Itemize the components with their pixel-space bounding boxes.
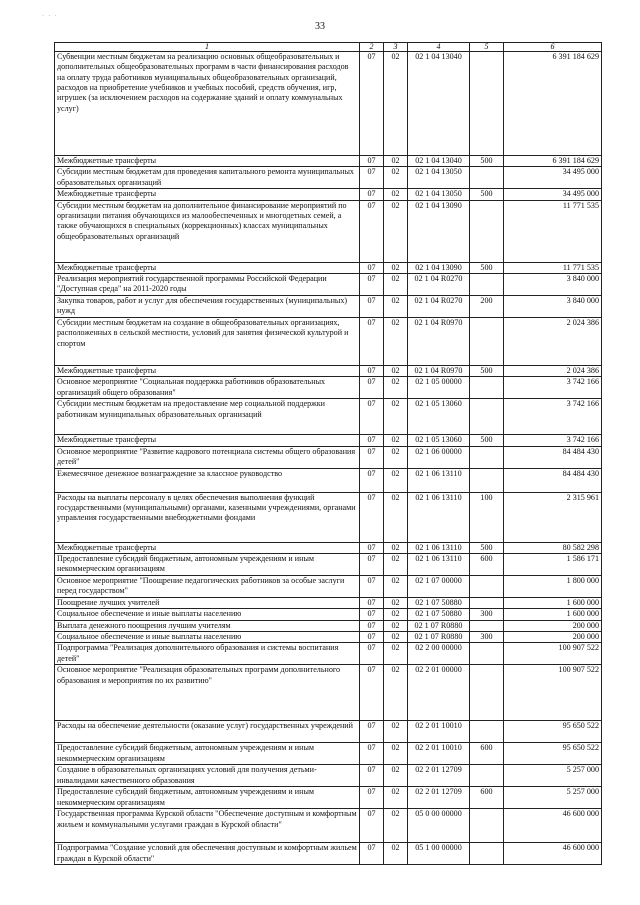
row-target-article: 02 1 04 R0270 <box>408 296 470 318</box>
row-target-article: 02 1 04 13040 <box>408 52 470 156</box>
row-section: 07 <box>360 435 384 446</box>
row-target-article: 02 1 07 R0880 <box>408 632 470 643</box>
row-subsection: 02 <box>384 809 408 843</box>
row-expense-type <box>470 200 504 262</box>
row-subsection: 02 <box>384 262 408 273</box>
table-row <box>55 721 602 743</box>
row-amount: 95 650 522 <box>504 721 602 743</box>
row-subsection: 02 <box>384 632 408 643</box>
row-name: Расходы на выплаты персоналу в целях обеспечения выполнения функций государственными (муниципальными) органами, казенными учреждениями, органами управления государственными внебюджетными фондами <box>55 492 360 542</box>
row-section: 07 <box>360 632 384 643</box>
row-subsection: 02 <box>384 598 408 609</box>
row-name: Ежемесячное денежное вознаграждение за классное руководство <box>55 468 360 492</box>
row-amount: 46 600 000 <box>504 809 602 843</box>
row-section: 07 <box>360 492 384 542</box>
row-subsection: 02 <box>384 843 408 865</box>
table-row <box>55 377 602 399</box>
table-row <box>55 318 602 366</box>
row-amount: 84 484 430 <box>504 446 602 468</box>
row-name: Создание в образовательных организациях условий для получения детьми-инвалидами качественного образования <box>55 765 360 787</box>
row-expense-type: 500 <box>470 262 504 273</box>
table-row <box>55 167 602 189</box>
row-name: Межбюджетные трансферты <box>55 542 360 553</box>
row-section: 07 <box>360 318 384 366</box>
row-expense-type <box>470 765 504 787</box>
row-amount: 84 484 430 <box>504 468 602 492</box>
table-row <box>55 435 602 446</box>
row-target-article: 05 0 00 00000 <box>408 809 470 843</box>
row-subsection: 02 <box>384 189 408 200</box>
scan-corner-mark: · · · <box>42 12 58 20</box>
row-target-article: 02 1 07 R0880 <box>408 620 470 631</box>
row-name: Предоставление субсидий бюджетным, автономным учреждениям и иным некоммерческим организациям <box>55 743 360 765</box>
row-subsection: 02 <box>384 787 408 809</box>
row-subsection: 02 <box>384 200 408 262</box>
row-expense-type: 600 <box>470 787 504 809</box>
row-amount: 11 771 535 <box>504 262 602 273</box>
row-amount: 2 315 961 <box>504 492 602 542</box>
table-row <box>55 843 602 865</box>
table-row <box>55 743 602 765</box>
row-section: 07 <box>360 620 384 631</box>
row-expense-type: 500 <box>470 435 504 446</box>
row-section: 07 <box>360 576 384 598</box>
row-target-article: 02 1 04 R0970 <box>408 366 470 377</box>
row-target-article: 02 1 04 R0970 <box>408 318 470 366</box>
row-name: Предоставление субсидий бюджетным, автономным учреждениям и иным некоммерческим организациям <box>55 554 360 576</box>
row-amount: 34 495 000 <box>504 167 602 189</box>
row-section: 07 <box>360 296 384 318</box>
row-target-article: 02 1 05 13060 <box>408 399 470 435</box>
row-expense-type <box>470 377 504 399</box>
table-row <box>55 665 602 721</box>
row-section: 07 <box>360 262 384 273</box>
row-target-article: 02 1 06 13110 <box>408 468 470 492</box>
row-target-article: 02 1 07 50880 <box>408 598 470 609</box>
row-section: 07 <box>360 156 384 167</box>
row-expense-type <box>470 598 504 609</box>
table-row <box>55 274 602 296</box>
row-name: Межбюджетные трансферты <box>55 262 360 273</box>
row-subsection: 02 <box>384 620 408 631</box>
row-amount: 2 024 386 <box>504 318 602 366</box>
row-target-article: 02 1 07 50880 <box>408 609 470 620</box>
row-expense-type: 500 <box>470 156 504 167</box>
row-amount: 3 742 166 <box>504 399 602 435</box>
row-expense-type: 500 <box>470 366 504 377</box>
row-name: Основное мероприятие "Реализация образовательных программ дополнительного образования и мероприятия по их развитию" <box>55 665 360 721</box>
row-target-article: 02 1 05 00000 <box>408 377 470 399</box>
row-name: Субсидии местным бюджетам на создание в общеобразовательных организациях, расположенных в сельской местности, условий для занятия физической культурой и спортом <box>55 318 360 366</box>
row-section: 07 <box>360 274 384 296</box>
row-expense-type: 100 <box>470 492 504 542</box>
row-amount: 1 600 000 <box>504 609 602 620</box>
row-subsection: 02 <box>384 156 408 167</box>
row-name: Предоставление субсидий бюджетным, автономным учреждениям и иным некоммерческим организациям <box>55 787 360 809</box>
table-row <box>55 492 602 542</box>
row-subsection: 02 <box>384 318 408 366</box>
row-subsection: 02 <box>384 468 408 492</box>
row-target-article: 02 2 01 10010 <box>408 743 470 765</box>
row-amount: 200 000 <box>504 620 602 631</box>
row-subsection: 02 <box>384 435 408 446</box>
row-expense-type <box>470 576 504 598</box>
row-expense-type <box>470 318 504 366</box>
row-target-article: 02 1 04 13090 <box>408 200 470 262</box>
row-target-article: 02 1 06 13110 <box>408 542 470 553</box>
header-col-2: 2 <box>360 43 384 52</box>
row-subsection: 02 <box>384 167 408 189</box>
row-name: Подпрограмма "Создание условий для обеспечения доступным и комфортным жильем граждан в Курской области" <box>55 843 360 865</box>
row-subsection: 02 <box>384 366 408 377</box>
row-section: 07 <box>360 468 384 492</box>
table-row <box>55 554 602 576</box>
row-section: 07 <box>360 52 384 156</box>
row-section: 07 <box>360 765 384 787</box>
row-name: Основное мероприятие "Поощрение педагогических работников за особые заслуги перед государством" <box>55 576 360 598</box>
row-section: 07 <box>360 366 384 377</box>
row-section: 07 <box>360 542 384 553</box>
table-row <box>55 809 602 843</box>
row-amount: 6 391 184 629 <box>504 52 602 156</box>
row-target-article: 02 2 01 12709 <box>408 765 470 787</box>
row-amount: 11 771 535 <box>504 200 602 262</box>
row-target-article: 02 2 01 10010 <box>408 721 470 743</box>
row-subsection: 02 <box>384 446 408 468</box>
table-row <box>55 620 602 631</box>
table-row <box>55 296 602 318</box>
row-amount: 5 257 000 <box>504 765 602 787</box>
row-subsection: 02 <box>384 399 408 435</box>
row-amount: 34 495 000 <box>504 189 602 200</box>
header-col-6: 6 <box>504 43 602 52</box>
table-row <box>55 542 602 553</box>
row-section: 07 <box>360 377 384 399</box>
row-amount: 3 840 000 <box>504 296 602 318</box>
row-target-article: 02 2 00 00000 <box>408 643 470 665</box>
row-amount: 3 742 166 <box>504 435 602 446</box>
row-amount: 1 800 000 <box>504 576 602 598</box>
row-name: Межбюджетные трансферты <box>55 156 360 167</box>
table-row <box>55 787 602 809</box>
row-amount: 46 600 000 <box>504 843 602 865</box>
row-amount: 2 024 386 <box>504 366 602 377</box>
row-target-article: 02 1 04 13090 <box>408 262 470 273</box>
row-expense-type <box>470 809 504 843</box>
row-amount: 3 742 166 <box>504 377 602 399</box>
row-name: Субвенции местным бюджетам на реализацию основных общеобразовательных и дополнительных общеобразовательных программ в части финансирования расходов на оплату труда работников муниципальных общеобразовательных организаций, расходов на приобретение учебников и учебных пособий, средств обучения, игр, игрушек (за исключением расходов на содержание зданий и оплату коммунальных услуг) <box>55 52 360 156</box>
row-target-article: 02 1 04 13050 <box>408 189 470 200</box>
row-subsection: 02 <box>384 576 408 598</box>
row-name: Основное мероприятие "Социальная поддержка работников образовательных организаций общего образования" <box>55 377 360 399</box>
row-amount: 1 586 171 <box>504 554 602 576</box>
row-section: 07 <box>360 200 384 262</box>
row-section: 07 <box>360 665 384 721</box>
row-name: Межбюджетные трансферты <box>55 435 360 446</box>
row-amount: 95 650 522 <box>504 743 602 765</box>
row-target-article: 02 2 01 00000 <box>408 665 470 721</box>
row-expense-type <box>470 274 504 296</box>
row-subsection: 02 <box>384 721 408 743</box>
row-section: 07 <box>360 446 384 468</box>
table-row <box>55 598 602 609</box>
row-section: 07 <box>360 167 384 189</box>
row-section: 07 <box>360 809 384 843</box>
row-subsection: 02 <box>384 296 408 318</box>
row-name: Расходы на обеспечение деятельности (оказание услуг) государственных учреждений <box>55 721 360 743</box>
row-section: 07 <box>360 554 384 576</box>
row-section: 07 <box>360 598 384 609</box>
row-name: Межбюджетные трансферты <box>55 189 360 200</box>
row-section: 07 <box>360 843 384 865</box>
row-target-article: 02 1 04 13040 <box>408 156 470 167</box>
table-row <box>55 446 602 468</box>
row-expense-type <box>470 665 504 721</box>
row-subsection: 02 <box>384 492 408 542</box>
table-row <box>55 52 602 156</box>
row-name: Основное мероприятие "Развитие кадрового потенциала системы общего образования детей" <box>55 446 360 468</box>
row-amount: 5 257 000 <box>504 787 602 809</box>
row-name: Социальное обеспечение и иные выплаты населению <box>55 632 360 643</box>
row-target-article: 02 1 05 13060 <box>408 435 470 446</box>
row-expense-type <box>470 399 504 435</box>
row-subsection: 02 <box>384 542 408 553</box>
row-name: Социальное обеспечение и иные выплаты населению <box>55 609 360 620</box>
budget-table <box>54 42 602 865</box>
row-name: Межбюджетные трансферты <box>55 366 360 377</box>
row-expense-type: 300 <box>470 632 504 643</box>
row-section: 07 <box>360 787 384 809</box>
row-expense-type <box>470 446 504 468</box>
header-col-5: 5 <box>470 43 504 52</box>
table-row <box>55 200 602 262</box>
row-subsection: 02 <box>384 609 408 620</box>
row-expense-type: 600 <box>470 554 504 576</box>
row-target-article: 02 1 06 00000 <box>408 446 470 468</box>
row-target-article: 02 2 01 12709 <box>408 787 470 809</box>
row-expense-type: 600 <box>470 743 504 765</box>
row-name: Подпрограмма "Реализация дополнительного образования и системы воспитания детей" <box>55 643 360 665</box>
row-amount: 6 391 184 629 <box>504 156 602 167</box>
row-expense-type <box>470 52 504 156</box>
row-name: Субсидии местным бюджетам для проведения капитального ремонта муниципальных образовательных организаций <box>55 167 360 189</box>
row-name: Реализация мероприятий государственной программы Российской Федерации "Доступная среда" на 2011-2020 годы <box>55 274 360 296</box>
row-amount: 80 582 298 <box>504 542 602 553</box>
row-expense-type <box>470 620 504 631</box>
row-subsection: 02 <box>384 743 408 765</box>
row-target-article: 05 1 00 00000 <box>408 843 470 865</box>
row-amount: 200 000 <box>504 632 602 643</box>
row-expense-type: 500 <box>470 189 504 200</box>
row-name: Выплата денежного поощрения лучшим учителям <box>55 620 360 631</box>
row-subsection: 02 <box>384 274 408 296</box>
table-row <box>55 643 602 665</box>
table-row <box>55 576 602 598</box>
row-section: 07 <box>360 399 384 435</box>
row-subsection: 02 <box>384 643 408 665</box>
row-target-article: 02 1 04 13050 <box>408 167 470 189</box>
header-col-3: 3 <box>384 43 408 52</box>
table-row <box>55 468 602 492</box>
row-amount: 100 907 522 <box>504 665 602 721</box>
row-name: Поощрение лучших учителей <box>55 598 360 609</box>
row-section: 07 <box>360 643 384 665</box>
row-target-article: 02 1 04 R0270 <box>408 274 470 296</box>
row-expense-type <box>470 468 504 492</box>
row-subsection: 02 <box>384 377 408 399</box>
table-row <box>55 156 602 167</box>
row-section: 07 <box>360 721 384 743</box>
row-subsection: 02 <box>384 765 408 787</box>
table-row <box>55 366 602 377</box>
table-row <box>55 262 602 273</box>
row-subsection: 02 <box>384 665 408 721</box>
table-row <box>55 632 602 643</box>
row-expense-type: 500 <box>470 542 504 553</box>
row-name: Субсидии местным бюджетам на предоставление мер социальной поддержки работникам муниципальных образовательных организаций <box>55 399 360 435</box>
header-col-1: 1 <box>55 43 360 52</box>
row-subsection: 02 <box>384 554 408 576</box>
row-amount: 3 840 000 <box>504 274 602 296</box>
row-amount: 100 907 522 <box>504 643 602 665</box>
table-row <box>55 765 602 787</box>
row-amount: 1 600 000 <box>504 598 602 609</box>
table-row <box>55 399 602 435</box>
page-number: 33 <box>315 21 325 32</box>
header-col-4: 4 <box>408 43 470 52</box>
row-target-article: 02 1 07 00000 <box>408 576 470 598</box>
row-expense-type <box>470 643 504 665</box>
row-name: Субсидии местным бюджетам на дополнительное финансирование мероприятий по организации питания обучающихся из малообеспеченных и многодетных семей, а также обучающихся в специальных (коррекционных) классах муниципальных общеобразовательных организаций <box>55 200 360 262</box>
row-target-article: 02 1 06 13110 <box>408 492 470 542</box>
row-expense-type <box>470 721 504 743</box>
row-expense-type <box>470 167 504 189</box>
row-section: 07 <box>360 609 384 620</box>
row-subsection: 02 <box>384 52 408 156</box>
table-row <box>55 609 602 620</box>
row-section: 07 <box>360 743 384 765</box>
row-name: Государственная программа Курской области "Обеспечение доступным и комфортным жильем и коммунальными услугами граждан в Курской области" <box>55 809 360 843</box>
row-expense-type <box>470 843 504 865</box>
row-target-article: 02 1 06 13110 <box>408 554 470 576</box>
row-expense-type: 200 <box>470 296 504 318</box>
table-header-row <box>55 43 602 52</box>
row-expense-type: 300 <box>470 609 504 620</box>
row-name: Закупка товаров, работ и услуг для обеспечения государственных (муниципальных) нужд <box>55 296 360 318</box>
table-row <box>55 189 602 200</box>
row-section: 07 <box>360 189 384 200</box>
